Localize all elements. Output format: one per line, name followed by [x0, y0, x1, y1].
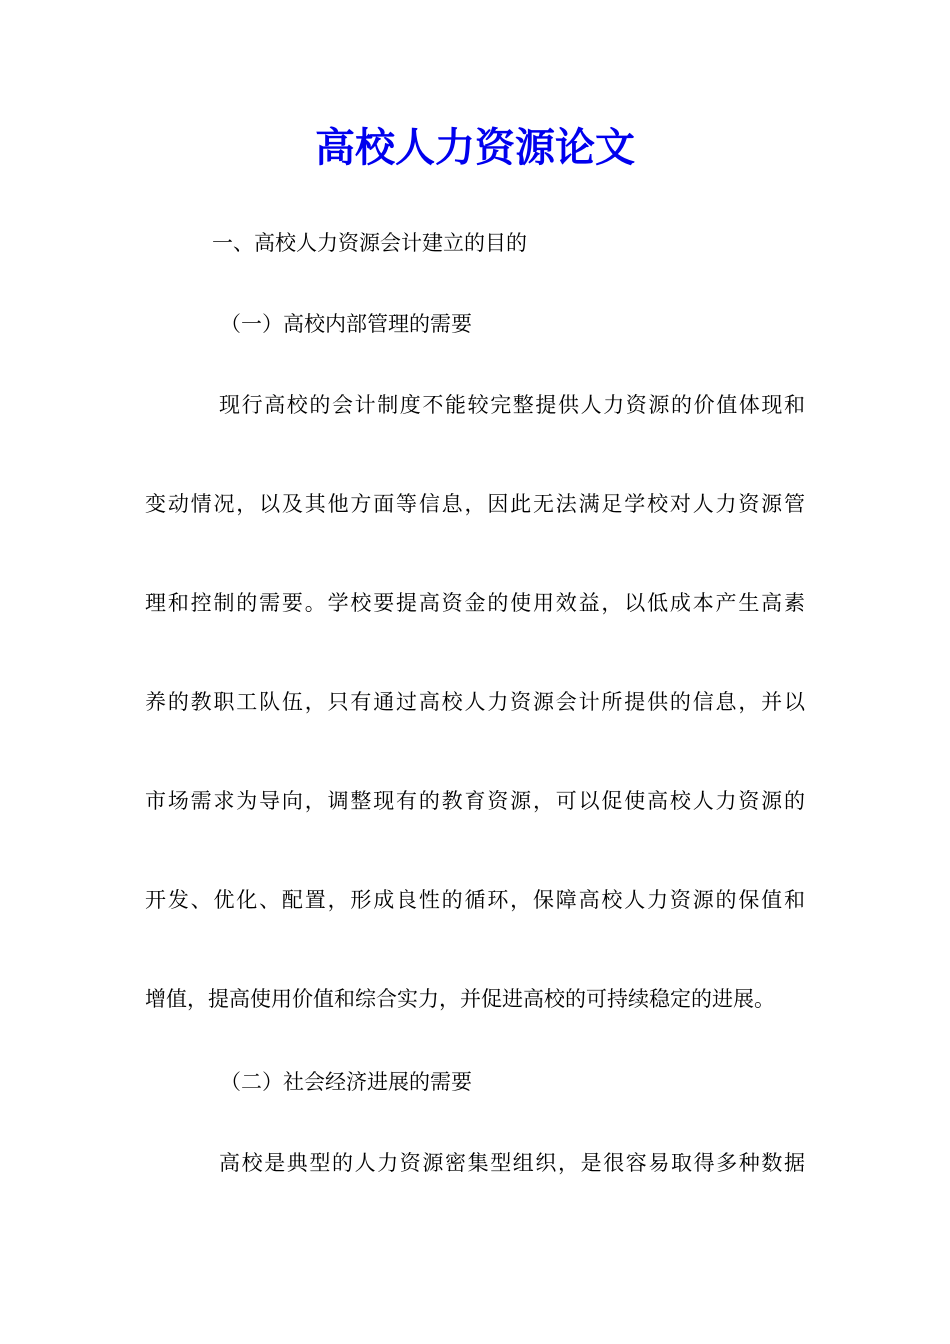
paragraph-line: 理和控制的需要。学校要提高资金的使用效益，以低成本产生高素 [145, 591, 805, 615]
paragraph-line: 市场需求为导向，调整现有的教育资源，可以促使高校人力资源的 [145, 789, 805, 813]
paragraph-line: 高校是典型的人力资源密集型组织，是很容易取得多种数据 [219, 1151, 805, 1175]
paragraph-line: 开发、优化、配置，形成良性的循环，保障高校人力资源的保值和 [145, 888, 805, 912]
subsection-heading-social-economy: （二）社会经济进展的需要 [220, 1070, 472, 1094]
paragraph-social-economy [145, 1148, 805, 1247]
paragraph-line: 养的教职工队伍，只有通过高校人力资源会计所提供的信息，并以 [145, 690, 805, 714]
paragraph-line: 变动情况，以及其他方面等信息，因此无法满足学校对人力资源管 [145, 492, 805, 516]
subsection-heading-internal-management: （一）高校内部管理的需要 [220, 312, 472, 336]
section-heading: 一、高校人力资源会计建立的目的 [212, 231, 527, 255]
paragraph-line: 增值，提高使用价值和综合实力，并促进高校的可持续稳定的进展。 [145, 987, 775, 1011]
paragraph-internal-management [145, 390, 805, 1083]
paragraph-line: 现行高校的会计制度不能较完整提供人力资源的价值体现和 [219, 393, 805, 417]
document-title: 高校人力资源论文 [315, 124, 635, 171]
